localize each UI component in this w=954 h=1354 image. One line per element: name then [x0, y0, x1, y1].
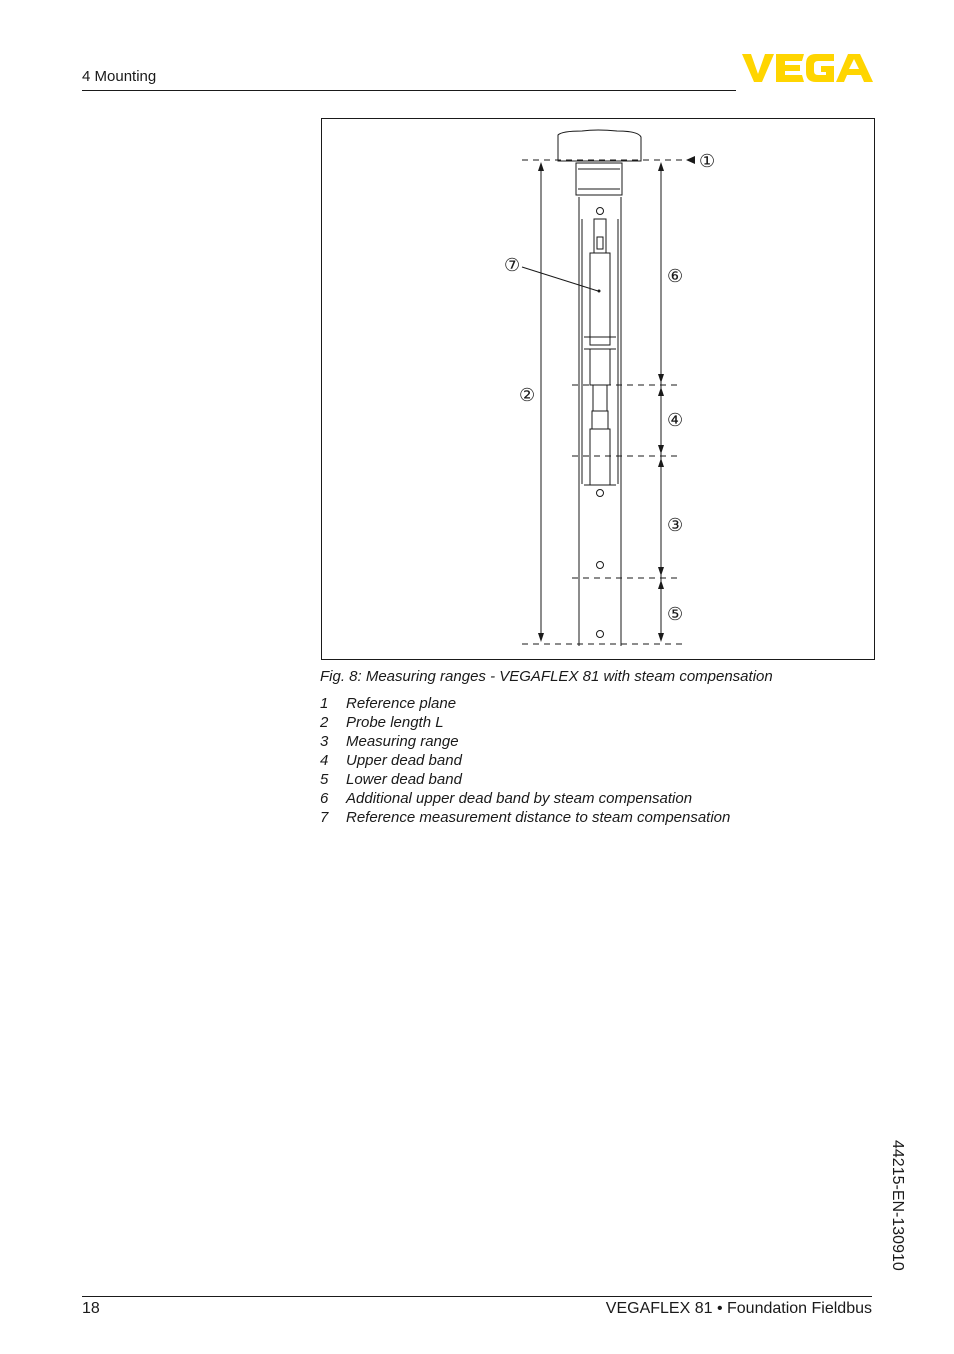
legend-item — [320, 713, 730, 732]
legend-label: Upper dead band — [346, 752, 462, 769]
housing — [558, 130, 641, 161]
legend-number: 7 — [320, 809, 329, 826]
header-rule — [82, 90, 736, 91]
process-fitting — [576, 163, 622, 195]
marker-1: ① — [699, 151, 716, 172]
legend-number: 2 — [320, 714, 329, 731]
figure-legend — [320, 694, 730, 827]
marker-6: ⑥ — [667, 266, 684, 287]
legend-label: Reference measurement distance to steam compensation — [346, 809, 731, 826]
marker-3: ③ — [667, 515, 684, 536]
vega-logo — [742, 52, 874, 84]
marker-4: ④ — [667, 410, 684, 431]
legend-item — [320, 770, 730, 789]
legend-item — [320, 732, 730, 751]
legend-number: 3 — [320, 733, 329, 750]
legend-number: 5 — [320, 771, 329, 788]
legend-number: 6 — [320, 790, 329, 807]
legend-number: 4 — [320, 752, 329, 769]
figure-caption: Fig. 8: Measuring ranges - VEGAFLEX 81 with steam compensation — [320, 668, 773, 685]
section-title: 4 Mounting — [82, 68, 157, 85]
page-number: 18 — [82, 1300, 100, 1317]
legend-item — [320, 808, 730, 827]
product-name: VEGAFLEX 81 • Foundation Fieldbus — [605, 1300, 872, 1317]
footer-rule — [82, 1296, 872, 1297]
legend-label: Additional upper dead band by steam compensation — [346, 790, 693, 807]
marker-7: ⑦ — [504, 255, 521, 276]
legend-item — [320, 694, 730, 713]
figure-measuring-ranges — [321, 118, 875, 660]
legend-label: Probe length L — [346, 714, 444, 731]
legend-label: Reference plane — [346, 695, 457, 712]
legend-item — [320, 789, 730, 808]
marker-5: ⑤ — [667, 604, 684, 625]
legend-item — [320, 751, 730, 770]
legend-label: Measuring range — [346, 733, 459, 750]
legend-number: 1 — [320, 695, 329, 712]
marker-2: ② — [519, 385, 536, 406]
legend-label: Lower dead band — [346, 771, 462, 788]
document-code: 44215-EN-130910 — [889, 1140, 906, 1271]
